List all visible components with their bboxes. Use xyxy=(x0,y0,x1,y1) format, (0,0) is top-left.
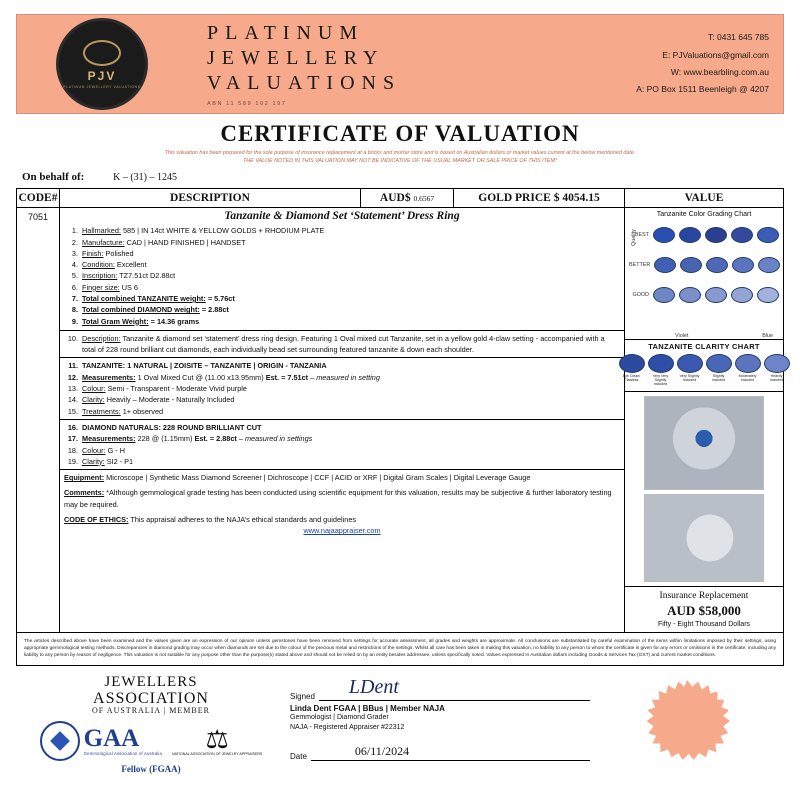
contact-website[interactable]: W: www.bearbling.com.au xyxy=(670,67,769,77)
line-text: Heavily – Moderate - Naturally Included xyxy=(106,395,235,405)
grade-row-good xyxy=(629,280,779,310)
spec-label: Inscription: xyxy=(82,271,118,281)
tanzanite-color-grading-chart xyxy=(629,220,779,332)
line-text: G - H xyxy=(107,445,125,455)
clarity-item xyxy=(619,354,645,386)
spec-value: = 2.88ct xyxy=(201,305,229,315)
stone-swatches xyxy=(653,287,779,303)
clarity-swatch xyxy=(677,354,703,373)
abn-text: ABN 11 589 102 197 xyxy=(207,101,287,107)
accreditation-block xyxy=(16,674,286,782)
date-rule xyxy=(311,744,590,761)
clarity-swatch xyxy=(735,354,761,373)
spec-text xyxy=(82,225,620,236)
stone-swatch xyxy=(758,257,780,273)
ja-line-1: JEWELLERS xyxy=(104,673,198,690)
signature-mark: LDent xyxy=(348,675,399,698)
brand-block xyxy=(187,15,519,113)
comments-text: *Although gemmological grade testing has been conducted using scientific equipment for this valuation, results may be subjective & further laboratory testing may be required. xyxy=(64,488,612,509)
spec-text xyxy=(82,259,620,270)
seal-area xyxy=(590,674,784,782)
naja-link[interactable]: www.najaappraiser.com xyxy=(303,526,381,536)
jewellers-association-logo xyxy=(92,674,210,716)
contact-address: A: PO Box 1511 Beenleigh @ 4207 xyxy=(636,84,769,95)
comments-label: Comments: xyxy=(64,488,105,498)
spec-num: 3. xyxy=(71,248,78,258)
logo-container xyxy=(17,15,187,113)
stone-swatch xyxy=(705,287,727,303)
gaa-text: GAA xyxy=(83,724,140,752)
stone-swatch xyxy=(679,287,701,303)
line-label: Measurements: xyxy=(82,434,136,444)
stone-swatch xyxy=(680,257,702,273)
diamond-glyph-icon xyxy=(50,731,70,751)
brand-line-1: PLATINUM xyxy=(207,22,365,44)
col-header-description: DESCRIPTION xyxy=(60,189,361,208)
signature-line xyxy=(290,674,590,701)
line-label: Colour: xyxy=(82,445,106,455)
line-estimate: Est. = 2.88ct xyxy=(194,434,237,444)
description-text: Tanzanite & diamond set ‘statement’ dress ring design. Featuring 1 Oval mixed cut Tanzanite, set in a yellow gold 4-claw setting - accompanied with a total of 228 round brilliant cut diamonds, each individually bead set surrounding featured tanzanite & down each shoulder. xyxy=(82,333,605,355)
spec-label: Total Gram Weight: xyxy=(82,316,149,326)
item-photos xyxy=(625,391,783,586)
gaa-badge xyxy=(40,721,162,761)
spec-text xyxy=(82,304,620,315)
tanzanite-block xyxy=(60,357,624,418)
item-title: Tanzanite & Diamond Set ‘Statement’ Dress Ring xyxy=(224,210,460,223)
line-num: 19. xyxy=(67,456,78,466)
clarity-item xyxy=(677,354,703,386)
ethics-label: CODE OF ETHICS: xyxy=(64,515,129,525)
clarity-caption: Slightly Included xyxy=(711,374,726,383)
spec-value: US 6 xyxy=(121,282,138,292)
list-item xyxy=(64,316,620,327)
contact-block xyxy=(519,15,783,113)
spec-value: Excellent xyxy=(116,260,147,270)
signature-rule xyxy=(319,674,590,701)
ethics-text: This appraisal adheres to the NAJA’s ethical standards and guidelines xyxy=(130,515,357,525)
gaa-seal-icon xyxy=(40,721,80,761)
insurance-amount: AUD $58,000 xyxy=(667,602,741,618)
spec-value: 585 | IN 14ct WHITE & YELLOW GOLDS + RHODIUM PLATE xyxy=(122,226,325,236)
stone-swatch xyxy=(705,227,727,243)
list-item xyxy=(64,270,620,281)
spec-num: 7. xyxy=(71,294,78,303)
tanzanite-heading-num: 11. xyxy=(68,361,78,371)
pjv-logo-icon xyxy=(56,18,148,110)
spec-text xyxy=(82,293,620,304)
spec-num: 4. xyxy=(71,260,78,270)
list-item xyxy=(64,248,620,259)
spec-text xyxy=(82,248,620,259)
clarity-item xyxy=(706,354,732,386)
spec-label: Condition: xyxy=(82,260,115,270)
embossed-seal-icon xyxy=(644,680,730,766)
list-item xyxy=(64,304,620,315)
grade-row-better xyxy=(629,250,779,280)
item-description-cell xyxy=(60,208,625,632)
line-text: 1 Oval Mixed Cut @ (11.00 x13.95mm) xyxy=(137,372,264,382)
date-line xyxy=(290,744,590,761)
aud-rate-value: 0.6567 xyxy=(413,194,435,204)
line-text: 228 @ (1.15mm) xyxy=(137,434,193,444)
signer-role-1: Gemmologist | Diamond Grader xyxy=(290,713,389,721)
signed-label: Signed xyxy=(290,691,315,701)
table-header-row xyxy=(17,189,784,208)
line-num: 13. xyxy=(67,384,78,394)
col-header-aud-label: AUD$ xyxy=(379,192,411,205)
line-num: 15. xyxy=(67,406,78,416)
clarity-caption: Heavily Included xyxy=(769,374,784,383)
line-num: 17. xyxy=(67,434,78,444)
stone-swatch xyxy=(757,287,779,303)
spec-value: Polished xyxy=(105,248,134,258)
hue-axis-right: Blue xyxy=(762,333,773,340)
description-block xyxy=(60,330,624,358)
spec-num: 8. xyxy=(71,305,78,315)
signer-role-2: NAJA - Registered Appraiser #22312 xyxy=(290,724,405,732)
clarity-swatch xyxy=(648,354,674,373)
grade-label: BEST xyxy=(634,232,649,239)
line-num: 18. xyxy=(67,445,78,455)
quality-axis-label: Quality xyxy=(631,229,637,247)
gaa-subtitle: Gemmological Association of Australia xyxy=(83,750,163,756)
description-num: 10. xyxy=(67,333,78,343)
naja-badge xyxy=(172,723,263,756)
gold-price-value: 4054.15 xyxy=(562,192,600,205)
signature-block xyxy=(286,674,590,782)
value-column xyxy=(622,208,784,632)
logo-micro-text: PLATINUM JEWELLERY VALUATIONS xyxy=(63,84,141,89)
clarity-swatch xyxy=(619,354,645,373)
stone-swatch xyxy=(732,257,754,273)
spec-value: = 14.36 grams xyxy=(150,316,200,326)
diamond-block xyxy=(60,419,624,469)
line-text: SI2 - P1 xyxy=(106,456,134,466)
date-value: 06/11/2024 xyxy=(354,743,410,758)
ring-photo-top-view xyxy=(644,396,764,490)
stone-swatches xyxy=(653,227,779,243)
stone-swatch xyxy=(757,227,779,243)
tanzanite-clarity-chart xyxy=(622,352,784,390)
spec-num: 6. xyxy=(71,282,78,292)
list-item xyxy=(64,225,620,236)
grade-row-best xyxy=(629,220,779,250)
purpose-note-line1: This valuation has been prepared for the sole purpose of insurance replacement at a bricks and mortar store and is based on Australian dollars or market values current at the below mentioned date. xyxy=(164,150,636,156)
col-header-code: CODE# xyxy=(17,189,60,208)
stone-swatches xyxy=(654,257,780,273)
spec-num: 5. xyxy=(71,271,78,281)
logo-monogram: PJV xyxy=(87,68,117,83)
spec-label: Manufacture: xyxy=(82,237,125,247)
col-header-gold-label: GOLD PRICE $ xyxy=(478,192,560,205)
list-item xyxy=(64,259,620,270)
equipment-label: Equipment: xyxy=(64,473,105,483)
line-label: Colour: xyxy=(82,384,106,394)
spec-label: Finger size: xyxy=(82,282,120,292)
purpose-note-line2: THE VALUE NOTED IN THIS VALUATION MAY NOT BE INDICATIVE OF THE USUAL MARKET OR SALE PRICE OF THIS ITEM* xyxy=(242,158,558,165)
stone-swatch xyxy=(654,257,676,273)
ring-glyph-icon xyxy=(83,40,121,66)
line-estimate: Est. = 7.51ct xyxy=(265,372,309,382)
document-header xyxy=(16,14,784,114)
clarity-item xyxy=(648,354,674,386)
spec-num: 1. xyxy=(71,226,78,236)
stone-swatch xyxy=(731,287,753,303)
clarity-caption: Eye Clean/ Flawless xyxy=(622,374,641,383)
disclaimer-cell xyxy=(17,632,784,665)
color-chart-title: Tanzanite Color Grading Chart xyxy=(656,211,752,219)
line-note: – measured in setting xyxy=(310,372,380,382)
disclaimer-text: The articles described above have been examined and the values given are an expression of our opinion unless gemstones have been removed from settings for accurate assessment, all grades and weights are approximate. All conclusions are substantiated by careful examination of the items within limitations imposed by their settings, using appropriate gemmological testing methods. Discrepancies in diamond grading may occur when diamonds are set due to the colour of the precious metal and restrictions of the settings. Whilst all care has been taken in making this valuation, no liability to any person to whom the certificate is given for any errors or omissions in the certificate, including any liability to any person by reason of negligence. This valuation is not suitable for any purpose other than the purpose(s) stated above and should not be relied on by an entity besides addressee, unless specifically noted. Values expressed in Australian dollars including Goods & Services Tax (GST) and current market conditions. xyxy=(24,638,776,659)
grade-label: BETTER xyxy=(629,262,651,269)
col-header-value: VALUE xyxy=(625,189,784,208)
document-footer xyxy=(16,674,784,782)
line-label: Clarity: xyxy=(82,395,105,405)
brand-line-3: VALUATIONS xyxy=(207,72,402,94)
stone-swatch xyxy=(706,257,728,273)
clarity-item xyxy=(735,354,761,386)
insurance-replacement-box xyxy=(625,586,783,632)
line-label: Treatments: xyxy=(82,406,121,416)
list-item xyxy=(64,282,620,293)
date-label: Date xyxy=(290,751,307,761)
insurance-amount-words: Fifty - Eight Thousand Dollars xyxy=(657,620,751,628)
page-title: CERTIFICATE OF VALUATION xyxy=(220,121,580,146)
equipment-text: Microscope | Synthetic Mass Diamond Screener | Dichroscope | CCF | ACID or XRF | Digital Gram Scales | Digital Leverage Gauge xyxy=(106,473,531,483)
on-behalf-value: K – (31) – 1245 xyxy=(113,172,177,184)
signer-name: Linda Dent FGAA | BBus | Member NAJA xyxy=(290,703,445,713)
stone-swatch xyxy=(731,227,753,243)
contact-email[interactable]: E: PJValuations@gmail.com xyxy=(662,49,769,60)
fellow-label: Fellow (FGAA) xyxy=(121,763,181,774)
line-label: Measurements: xyxy=(82,372,136,382)
naja-subtitle: NATIONAL ASSOCIATION OF JEWELRY APPRAISERS xyxy=(172,751,263,756)
diamond-heading-num: 16. xyxy=(67,422,78,432)
line-text: 1+ observed xyxy=(122,406,164,416)
stone-swatch xyxy=(653,227,675,243)
spec-list xyxy=(60,225,624,330)
spec-value: = 5.76ct xyxy=(207,294,235,303)
spec-num: 9. xyxy=(71,316,78,326)
valuation-table xyxy=(16,188,784,666)
line-text: Semi - Transparent - Moderate Vivid purple xyxy=(107,384,247,394)
clarity-caption: Very Slightly Included xyxy=(679,374,700,383)
comments-block xyxy=(60,485,624,512)
tanzanite-heading: TANZANITE: 1 NATURAL | ZOISITE – TANZANITE | ORIGIN - TANZANIA xyxy=(82,361,327,371)
spec-label: Finish: xyxy=(82,248,104,258)
brand-line-2: JEWELLERY xyxy=(207,47,385,69)
purpose-note xyxy=(16,149,784,165)
grade-label: GOOD xyxy=(632,292,649,299)
spec-text xyxy=(82,237,620,248)
clarity-swatch xyxy=(764,354,790,373)
spec-label: Total combined TANZANITE weight: xyxy=(82,294,206,303)
badge-row xyxy=(40,721,263,761)
description-label: Description: xyxy=(82,333,121,343)
col-header-gold xyxy=(454,189,625,208)
line-num: 12. xyxy=(67,372,78,382)
hue-axis xyxy=(625,332,783,339)
stone-swatch xyxy=(653,287,675,303)
spec-text xyxy=(82,270,620,281)
clarity-swatch xyxy=(706,354,732,373)
line-label: Clarity: xyxy=(82,456,105,466)
spec-value: TZ7.51ct D2.88ct xyxy=(119,271,176,281)
spec-label: Total combined DIAMOND weight: xyxy=(82,305,200,315)
list-item xyxy=(64,237,620,248)
clarity-caption: Very Very Slightly Included xyxy=(652,374,669,387)
insurance-title: Insurance Replacement xyxy=(659,590,749,601)
clarity-caption: Moderately Included xyxy=(738,374,757,383)
clarity-item xyxy=(764,354,790,386)
stone-swatch xyxy=(679,227,701,243)
ja-line-2: ASSOCIATION xyxy=(93,690,209,708)
on-behalf-label: On behalf of: xyxy=(22,171,85,184)
spec-label: Hallmarked: xyxy=(82,226,121,236)
col-header-aud xyxy=(361,189,454,208)
ja-line-3: OF AUSTRALIA | MEMBER xyxy=(92,706,210,716)
ring-photo-side-view xyxy=(644,494,764,582)
diamond-heading: DIAMOND NATURALS: 228 ROUND BRILLIANT CUT xyxy=(82,422,262,432)
spec-text xyxy=(82,316,620,327)
on-behalf-row xyxy=(22,171,784,183)
scales-icon: ⚖ xyxy=(205,723,229,754)
spec-num: 2. xyxy=(71,237,78,247)
code-of-ethics-block xyxy=(60,512,624,539)
spec-value: CAD | HAND FINISHED | HANDSET xyxy=(126,237,246,247)
clarity-chart-title: TANZANITE CLARITY CHART xyxy=(625,339,783,352)
list-item xyxy=(64,293,620,304)
spec-text xyxy=(82,282,620,293)
item-code: 7051 xyxy=(17,208,60,632)
hue-axis-left: Violet xyxy=(675,333,689,340)
equipment-block xyxy=(60,469,624,485)
contact-phone: T: 0431 645 785 xyxy=(708,32,769,43)
line-num: 14. xyxy=(67,395,78,405)
line-note: – measured in settings xyxy=(238,434,313,444)
